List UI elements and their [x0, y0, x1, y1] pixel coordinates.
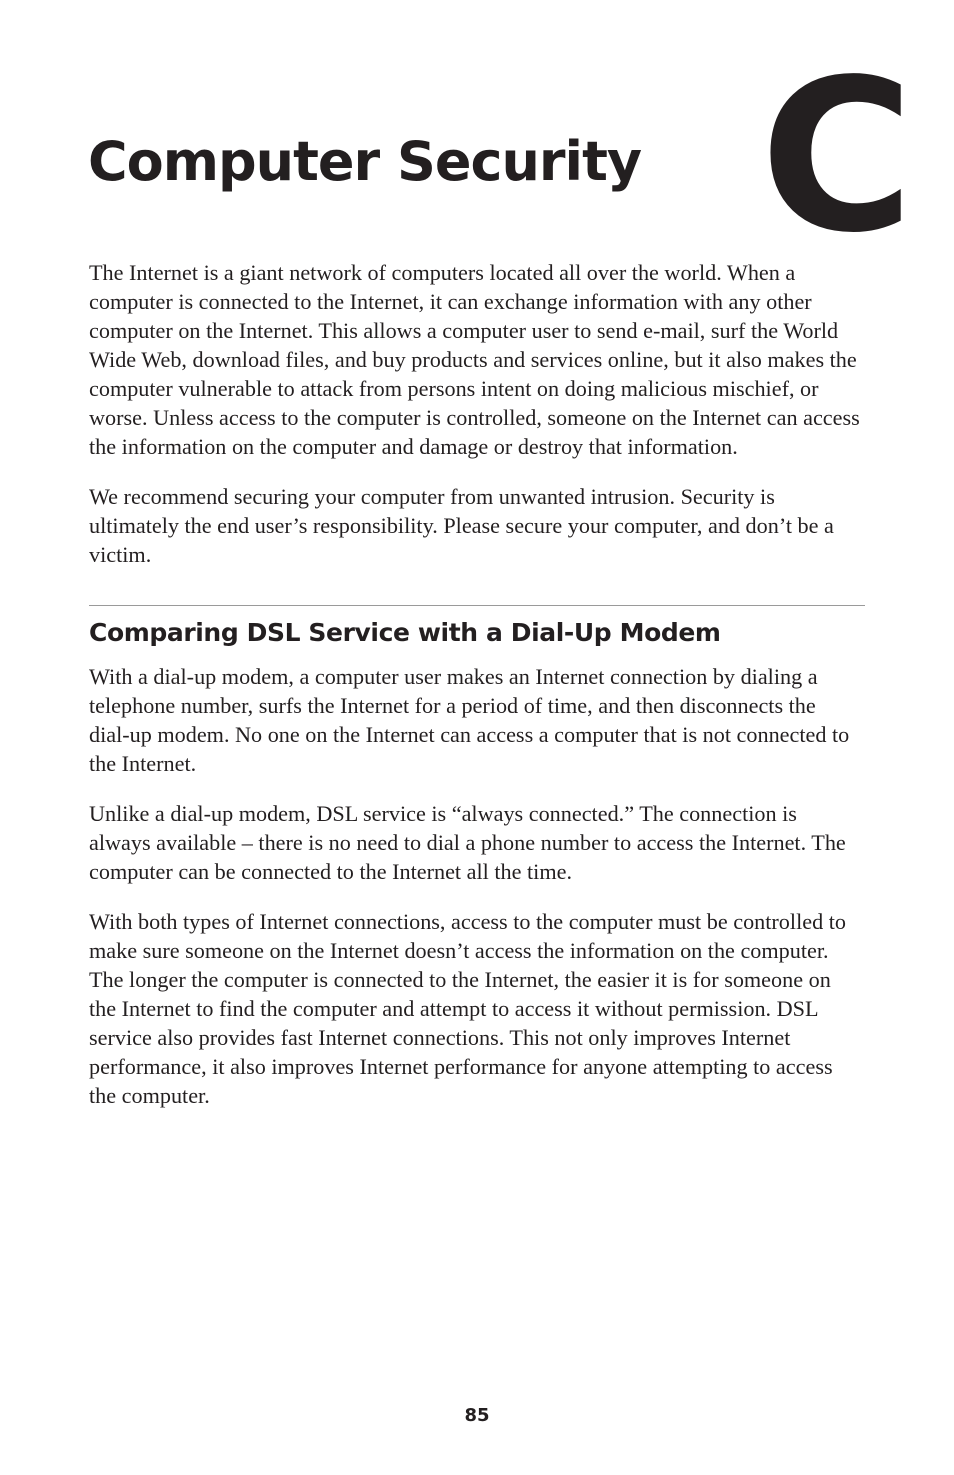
section-paragraph-2: Unlike a dial-up modem, DSL service is “always connected.” The connection is always available – there is no need to dial a phone number to access the Internet. The computer can be connected to the Internet all the time. — [89, 801, 846, 884]
section-paragraph-3: With both types of Internet connections, access to the computer must be controlled to make sure someone on the Internet doesn’t access the information on the computer. The longer the computer is connected to the Internet, the easier it is for someone on the Internet to find the computer and attempt to access it without permission. DSL service also provides fast Internet connections. This not only improves Internet performance, it also improves Internet performance for anyone attempting to access the computer. — [89, 909, 846, 1108]
intro-paragraph-1: The Internet is a giant network of computers located all over the world. When a computer is connected to the Internet, it can exchange information with any other computer on the Internet. This allows a computer user to send e-mail, surf the World Wide Web, download files, and buy products and services online, but it also makes the computer vulnerable to attack from persons intent on doing malicious mischief, or worse. Unless access to the computer is controlled, someone on the Internet can access the information on the computer and damage or destroy that information. — [89, 260, 860, 459]
section-paragraph-1: With a dial-up modem, a computer user makes an Internet connection by dialing a telephone number, surfs the Internet for a period of time, and then disconnects the dial-up modem. No one on the Internet can access a computer that is not connected to the Internet. — [89, 664, 850, 776]
intro-paragraph-2: We recommend securing your computer from unwanted intrusion. Security is ultimately the end user’s responsibility. Please secure your computer, and don’t be a victim. — [89, 484, 834, 567]
section-divider — [89, 605, 865, 606]
chapter-title: Computer Security — [88, 130, 642, 193]
page-number: 85 — [464, 1405, 490, 1426]
page-content — [89, 258, 861, 1131]
section-title: Comparing DSL Service with a Dial-Up Modem — [89, 618, 721, 647]
chapter-letter: C — [760, 34, 911, 279]
